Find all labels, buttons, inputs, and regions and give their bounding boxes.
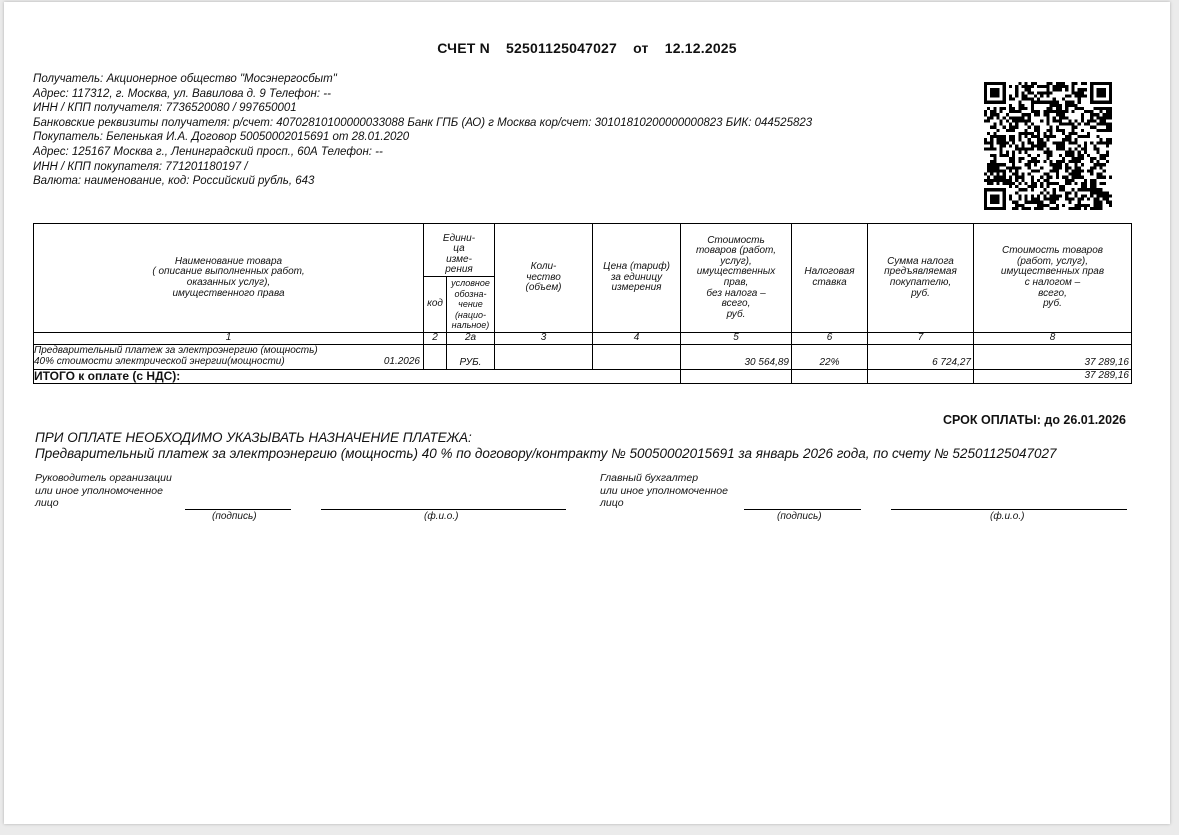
- row-cost-no-tax: 30 564,89: [681, 345, 792, 370]
- header-tax-rate: Налоговая ставка: [792, 224, 868, 333]
- header-quantity: Коли- чество (объем): [495, 224, 593, 333]
- row-quantity: [495, 345, 593, 370]
- invoice-number: 52501125047027: [506, 40, 618, 56]
- recipient-inn-line: ИНН / КПП получателя: 7736520080 / 997650001: [33, 102, 297, 115]
- head-fio-caption: (ф.и.о.): [424, 511, 459, 522]
- table-row: [34, 345, 1132, 370]
- recipient-line: Получатель: Акционерное общество "Мосэнергосбыт": [33, 73, 337, 85]
- total-row: [34, 370, 1132, 384]
- buyer-inn-line: ИНН / КПП покупателя: 771201180197 /: [33, 160, 248, 173]
- header-unit: Едини- ца изме- рения: [424, 224, 495, 277]
- total-label: ИТОГО к оплате (с НДС):: [34, 370, 681, 384]
- invoice-title: [4, 40, 1170, 56]
- accountant-fio-line: [891, 509, 1127, 510]
- total-value: 37 289,16: [974, 370, 1132, 384]
- currency-line: Валюта: наименование, код: Российский рубль, 643: [33, 175, 315, 188]
- row-tax-sum: 6 724,27: [868, 345, 974, 370]
- invoice-date: 12.12.2025: [664, 40, 737, 56]
- accountant-signature-label: Главный бухгалтер или иное уполномоченное лицо: [600, 472, 728, 510]
- header-price: Цена (тариф) за единицу измерения: [593, 224, 681, 333]
- payment-due: СРОК ОПЛАТЫ: до 26.01.2026: [942, 413, 1126, 427]
- title-from: от: [633, 40, 649, 56]
- buyer-line: Покупатель: Беленькая И.А. Договор 50050002015691 от 28.01.2020: [33, 131, 410, 144]
- invoice-page: [4, 2, 1170, 824]
- recipient-address-line: Адрес: 117312, г. Москва, ул. Вавилова д. 9 Телефон: --: [33, 87, 331, 100]
- header-cost-no-tax: Стоимость товаров (работ, услуг), имущественных прав, без налога – всего, руб.: [681, 224, 792, 333]
- row-period: 01.2026: [383, 356, 420, 367]
- qr-code-icon: [984, 82, 1112, 210]
- accountant-signature-line: [744, 509, 861, 510]
- row-tax-rate: 22%: [792, 345, 868, 370]
- header-unit-symbol: условное обозна- чение (нацио- нальное): [447, 277, 495, 333]
- row-unit-code: [424, 345, 447, 370]
- row-name-line2: 40% стоимости электрической энергии(мощности) 01.2026: [34, 356, 420, 367]
- requisites-block: [33, 72, 812, 189]
- header-tax-sum: Сумма налога предъявляемая покупателю, руб.: [868, 224, 974, 333]
- payment-purpose-text: Предварительный платеж за электроэнергию (мощность) 40 % по договору/контракту № 50050002015691 за январь 2026 года, по счету № 52501125047027: [35, 446, 1057, 461]
- head-signature-label: Руководитель организации или иное уполномоченное лицо: [35, 472, 172, 510]
- row-unit-symbol: РУБ.: [447, 345, 495, 370]
- head-signature-line: [185, 509, 291, 510]
- buyer-address-line: Адрес: 125167 Москва г., Ленинградский просп., 60А Телефон: --: [33, 145, 383, 158]
- invoice-table: [33, 223, 1132, 384]
- payment-purpose-heading: ПРИ ОПЛАТЕ НЕОБХОДИМО УКАЗЫВАТЬ НАЗНАЧЕНИЕ ПЛАТЕЖА:: [35, 430, 472, 445]
- header-unit-code: код: [424, 277, 447, 333]
- accountant-signature-caption: (подпись): [777, 511, 822, 522]
- column-numbers-row: 1 2 2а 3 4 5 6 7 8: [34, 333, 1132, 345]
- row-cost-with-tax: 37 289,16: [974, 345, 1132, 370]
- head-fio-line: [321, 509, 566, 510]
- header-cost-with-tax: Стоимость товаров (работ, услуг), имущественных прав с налогом – всего, руб.: [974, 224, 1132, 333]
- row-name-line1: Предварительный платеж за электроэнергию (мощность): [34, 345, 318, 357]
- row-price: [593, 345, 681, 370]
- accountant-fio-caption: (ф.и.о.): [990, 511, 1025, 522]
- row-name-cell: [34, 345, 424, 370]
- head-signature-caption: (подпись): [212, 511, 257, 522]
- header-name: Наименование товара ( описание выполненных работ, оказанных услуг), имущественного права: [34, 224, 424, 333]
- title-prefix: СЧЕТ N: [437, 40, 490, 56]
- bank-details-line: Банковские реквизиты получателя: р/счет: 40702810100000033088 Банк ГПБ (АО) г Москва кор/счет: 30101810200000000823 БИК: 044525823: [33, 116, 813, 129]
